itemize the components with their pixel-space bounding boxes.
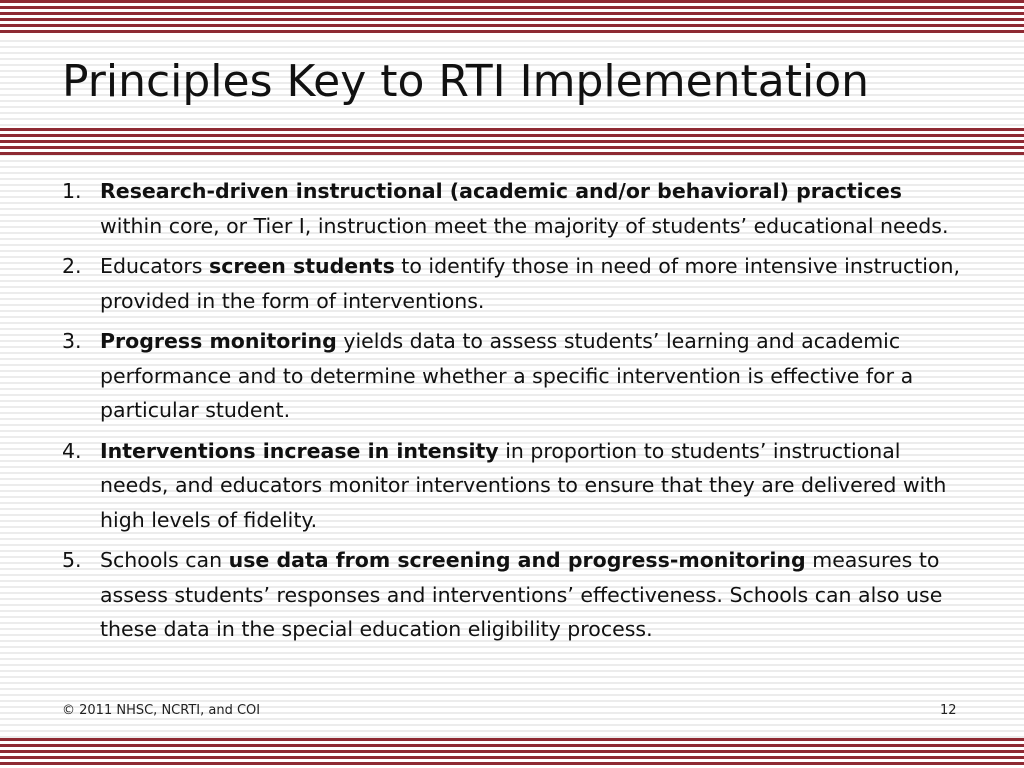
list-text xyxy=(100,543,962,647)
bottom-stripe-band xyxy=(0,738,1024,768)
text-before: Schools can xyxy=(100,548,229,572)
top-stripe-band xyxy=(0,0,1024,36)
bold-phrase: screen students xyxy=(209,254,395,278)
list-number: 2. xyxy=(62,254,82,278)
list-text xyxy=(100,249,962,318)
list-number: 4. xyxy=(62,438,82,463)
list-item-3 xyxy=(62,324,962,428)
text-after: within core, or Tier I, instruction meet the majority of students’ educational needs. xyxy=(100,213,949,238)
bold-phrase: use data from screening and progress-monitoring xyxy=(228,548,806,572)
bold-phrase: Progress monitoring xyxy=(100,329,337,353)
page-number: 12 xyxy=(940,703,957,718)
list-text xyxy=(100,174,962,243)
list-number: 5. xyxy=(62,548,82,572)
list-item-1 xyxy=(62,174,962,243)
list-text xyxy=(100,324,962,428)
bold-phrase: Interventions increase in intensity xyxy=(100,438,499,463)
list-number: 3. xyxy=(62,329,82,353)
principles-list xyxy=(62,174,962,653)
bold-phrase: Research-driven instructional (academic and/or behavioral) practices xyxy=(100,179,902,203)
list-item-5 xyxy=(62,543,962,647)
text-before: Educators xyxy=(100,254,209,278)
text-after: measures to assess students’ responses and interventions’ effectiveness. Schools can also use these data in the special education eligibility process. xyxy=(100,548,943,641)
text-after: in proportion to students’ instructional needs, and educators monitor interventions to ensure that they are delivered with high levels of fidelity. xyxy=(100,438,947,532)
text-after: to identify those in need of more intensive instruction, provided in the form of interventions. xyxy=(100,254,961,313)
slide-title: Principles Key to RTI Implementation xyxy=(62,56,870,107)
list-item-2 xyxy=(62,249,962,318)
text-after: yields data to assess students’ learning and academic performance and to determine whether a specific intervention is effective for a particular student. xyxy=(100,329,914,422)
list-item-4 xyxy=(62,434,962,538)
copyright-footer: © 2011 NHSC, NCRTI, and COI xyxy=(62,703,261,718)
list-text xyxy=(100,434,962,538)
list-number: 1. xyxy=(62,179,82,203)
title-divider-band xyxy=(0,128,1024,155)
